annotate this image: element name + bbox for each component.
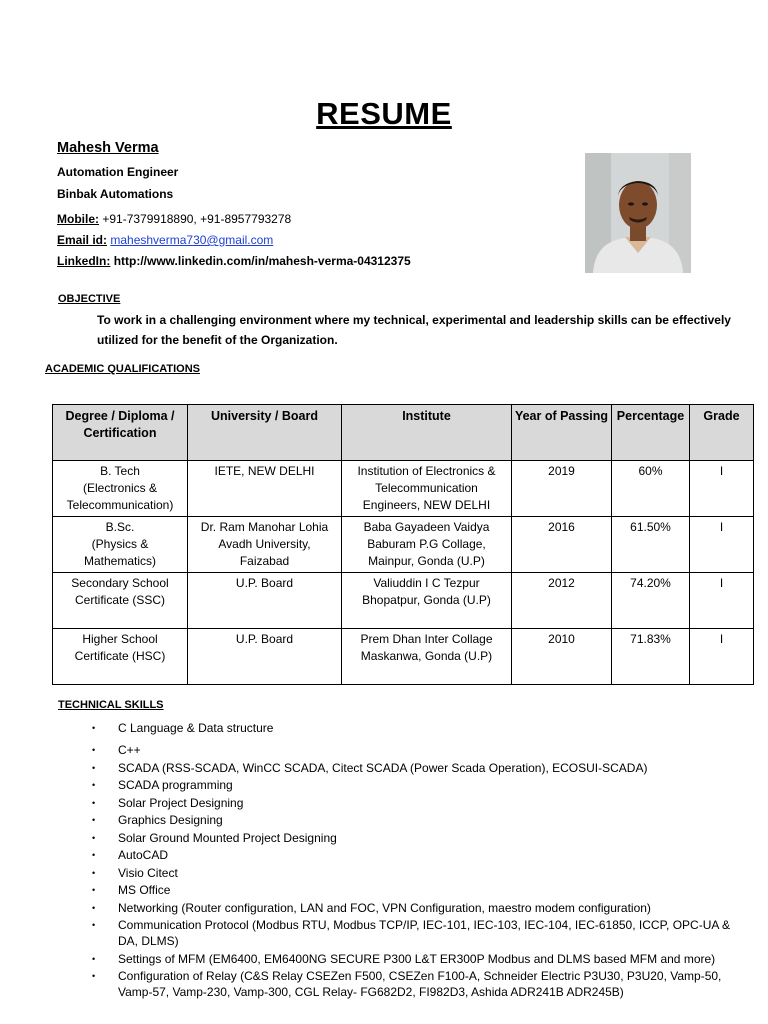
list-item (92, 917, 752, 949)
header-institute: Institute (342, 405, 512, 461)
table-row (53, 629, 754, 685)
list-item (92, 760, 752, 776)
mobile-line (57, 212, 291, 226)
list-item (92, 830, 752, 846)
candidate-name: Mahesh Verma (57, 140, 159, 156)
list-item (92, 951, 752, 967)
institute-cell: Baba Gayadeen Vaidya Baburam P.G Collage, Mainpur, Gonda (U.P) (342, 517, 512, 573)
email-line (57, 233, 273, 247)
percentage-cell: 71.83% (612, 629, 690, 685)
header-grade: Grade (690, 405, 754, 461)
year-cell: 2016 (512, 517, 612, 573)
year-cell: 2019 (512, 461, 612, 517)
grade-cell: I (690, 461, 754, 517)
table-header-row (53, 405, 754, 461)
header-percentage: Percentage (612, 405, 690, 461)
company-name: Binbak Automations (57, 187, 174, 201)
bullet-icon: • (92, 885, 96, 895)
degree-cell: B. Tech (Electronics & Telecommunication) (53, 461, 188, 517)
skill-text: C Language & Data structure (118, 721, 274, 735)
list-item (92, 812, 752, 828)
bullet-icon: • (92, 745, 96, 755)
bullet-icon: • (92, 971, 96, 981)
degree-cell: Secondary School Certificate (SSC) (53, 573, 188, 629)
header-year: Year of Passing (512, 405, 612, 461)
skills-list (92, 720, 752, 1002)
bullet-icon: • (92, 815, 96, 825)
university-cell: U.P. Board (188, 629, 342, 685)
bullet-icon: • (92, 780, 96, 790)
university-cell: Dr. Ram Manohar Lohia Avadh University, Faizabad (188, 517, 342, 573)
bullet-icon: • (92, 902, 96, 913)
university-cell: IETE, NEW DELHI (188, 461, 342, 517)
table-row (53, 461, 754, 517)
bullet-icon: • (92, 953, 96, 964)
skill-text: Graphics Designing (118, 813, 223, 827)
job-role: Automation Engineer (57, 165, 179, 179)
list-item (92, 795, 752, 811)
header-university: University / Board (188, 405, 342, 461)
percentage-cell: 74.20% (612, 573, 690, 629)
table-row (53, 573, 754, 629)
list-item (92, 720, 752, 736)
skill-text: SCADA (RSS-SCADA, WinCC SCADA, Citect SCADA (Power Scada Operation), ECOSUI-SCADA) (118, 760, 648, 775)
list-item (92, 968, 752, 1000)
skill-text: Settings of MFM (EM6400, EM6400NG SECURE P300 L&T ER300P Modbus and DLMS based MFM and more) (118, 951, 716, 966)
list-item (92, 847, 752, 863)
grade-cell: I (690, 573, 754, 629)
institute-cell: Prem Dhan Inter Collage Maskanwa, Gonda (U.P) (342, 629, 512, 685)
list-item (92, 882, 752, 898)
institute-cell: Valiuddin I C Tezpur Bhopatpur, Gonda (U.P) (342, 573, 512, 629)
skills-heading: TECHNICAL SKILLS (58, 699, 164, 711)
bullet-icon: • (92, 920, 96, 930)
bullet-icon: • (92, 762, 96, 773)
skill-text: Communication Protocol (Modbus RTU, Modbus TCP/IP, IEC-101, IEC-103, IEC-104, IEC-61850, ICCP, OPC-UA & DA, DLMS) (118, 918, 731, 948)
list-item (92, 777, 752, 793)
email-link[interactable]: maheshverma730@gmail.com (110, 233, 274, 247)
profile-photo (585, 153, 691, 273)
list-item (92, 865, 752, 881)
skill-text: AutoCAD (118, 848, 169, 862)
year-cell: 2010 (512, 629, 612, 685)
skill-text: Networking (Router configuration, LAN and FOC, VPN Configuration, maestro modem configuration) (118, 900, 651, 915)
academic-heading: ACADEMIC QUALIFICATIONS (45, 363, 201, 375)
bullet-icon: • (92, 832, 96, 843)
mobile-label: Mobile: (57, 212, 99, 226)
list-item (92, 742, 752, 758)
linkedin-line (57, 254, 411, 268)
skill-text: MS Office (118, 883, 171, 897)
objective-text: To work in a challenging environment where my technical, experimental and leadership skills can be effectively utilized for the benefit of the Organization. (97, 313, 731, 347)
person-portrait-icon (585, 153, 691, 273)
academic-table (52, 404, 754, 685)
linkedin-value: http://www.linkedin.com/in/mahesh-verma-04312375 (113, 254, 411, 268)
degree-cell: B.Sc. (Physics & Mathematics) (53, 517, 188, 573)
objective-heading: OBJECTIVE (58, 293, 121, 305)
skill-text: Visio Citect (118, 865, 178, 880)
list-item (92, 900, 752, 916)
page-title: RESUME (316, 96, 452, 131)
institute-cell: Institution of Electronics & Telecommunication Engineers, NEW DELHI (342, 461, 512, 517)
skill-text: Configuration of Relay (C&S Relay CSEZen F500, CSEZen F100-A, Schneider Electric P3U30, P3U20, Vamp-50, Vamp-57, Vamp-230, Vamp-300, CGL Relay- FG682D2, FI982D3, Ashida ADR241B ADR245B) (118, 969, 722, 999)
percentage-cell: 61.50% (612, 517, 690, 573)
bullet-icon: • (92, 867, 96, 878)
bullet-icon: • (92, 797, 96, 808)
bullet-icon: • (92, 850, 96, 860)
percentage-cell: 60% (612, 461, 690, 517)
skill-text: C++ (118, 743, 141, 757)
skill-text: SCADA programming (118, 778, 233, 792)
email-label: Email id: (57, 233, 108, 247)
degree-cell: Higher School Certificate (HSC) (53, 629, 188, 685)
grade-cell: I (690, 517, 754, 573)
header-degree: Degree / Diploma / Certification (53, 405, 188, 461)
bullet-icon: • (92, 723, 96, 733)
mobile-value: +91-7379918890, +91-8957793278 (102, 212, 292, 226)
skill-text: Solar Ground Mounted Project Designing (118, 830, 337, 845)
year-cell: 2012 (512, 573, 612, 629)
linkedin-label: LinkedIn: (57, 254, 111, 268)
grade-cell: I (690, 629, 754, 685)
table-row (53, 517, 754, 573)
university-cell: U.P. Board (188, 573, 342, 629)
skill-text: Solar Project Designing (118, 795, 244, 810)
